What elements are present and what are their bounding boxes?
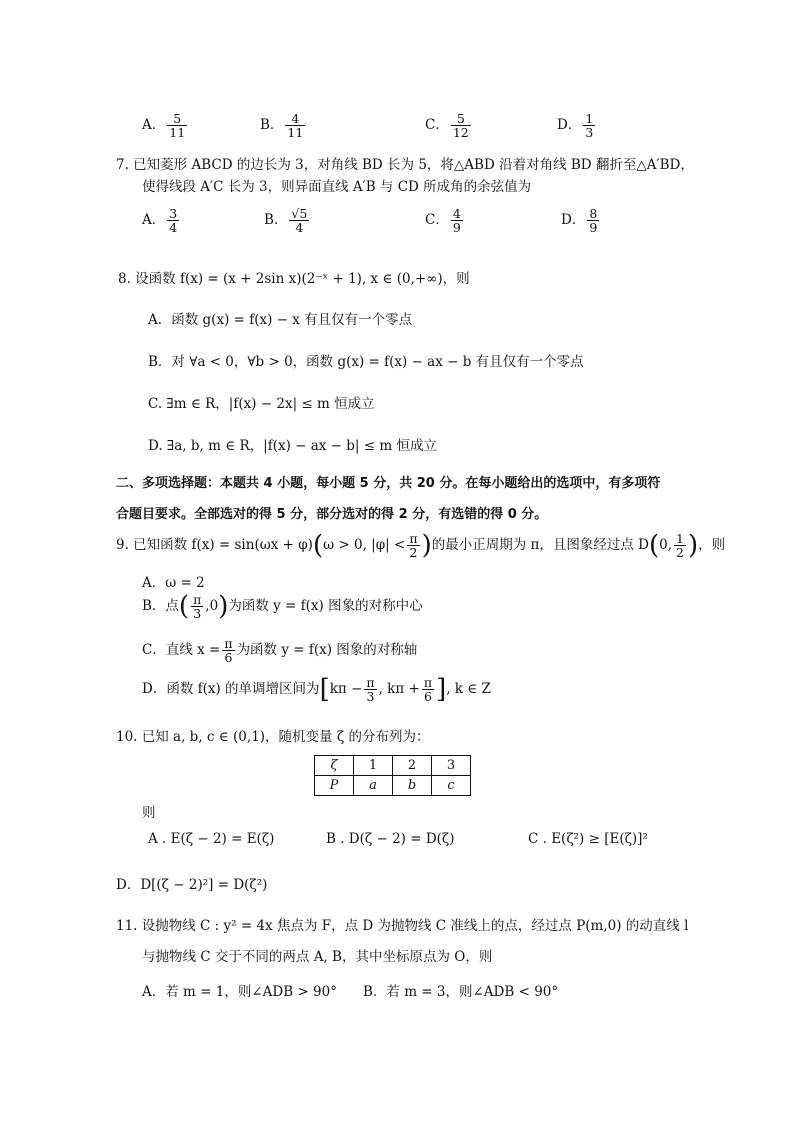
q9-option-d[interactable]: [142, 676, 491, 703]
q9-option-d-kpi2: , kπ +: [378, 681, 420, 698]
q9-option-b-close: ): [218, 591, 229, 622]
q6-option-a[interactable]: [142, 112, 189, 139]
q11-option-b[interactable]: B．若 m = 3，则∠ADB < 90°: [363, 984, 559, 1000]
q9-point-num: 1: [676, 531, 684, 546]
table-cell: ζ: [315, 756, 354, 776]
table-cell: P: [315, 776, 354, 796]
q6-a-num: 5: [167, 112, 187, 126]
q6-option-a-fraction: [167, 112, 187, 139]
table-cell: 2: [393, 756, 432, 776]
q9-option-c[interactable]: [142, 637, 417, 664]
q9-option-b-pre: B．点: [142, 598, 179, 615]
q9-option-d-fraction1: [364, 676, 376, 703]
q7-a-num: 3: [169, 206, 178, 221]
table-cell: a: [354, 776, 393, 796]
q9-point-open: (: [649, 530, 660, 561]
q10-option-c[interactable]: C . E(ζ²) ≥ [E(ζ)]²: [528, 831, 648, 847]
q7-option-b-label: B．: [264, 212, 288, 229]
q6-a-den: 11: [169, 125, 186, 141]
q8-option-d[interactable]: D. ∃a, b, m ∈ R，|f(x) − ax − b| ≤ m 恒成立: [148, 438, 437, 454]
table-row: [315, 756, 471, 776]
q9-option-c-pre: C．直线 x =: [142, 642, 221, 659]
q11-stem-line2: 与抛物线 C 交于不同的两点 A, B，其中坐标原点为 O，则: [142, 949, 493, 965]
q9-option-c-post: 为函数 y = f(x) 图象的对称轴: [236, 642, 418, 659]
q9-point-den: 2: [676, 545, 684, 561]
table-cell: b: [393, 776, 432, 796]
table-cell: c: [432, 776, 471, 796]
q7-b-den: 4: [295, 220, 304, 236]
q7-d-den: 9: [589, 220, 598, 236]
q9-option-b-post: 为函数 y = f(x) 图象的对称中心: [228, 598, 423, 615]
q9-point-close: ): [688, 530, 699, 561]
q8-option-c[interactable]: C. ∃m ∈ R，|f(x) − 2x| ≤ m 恒成立: [148, 396, 375, 412]
q11-option-a[interactable]: A．若 m = 1，则∠ADB > 90°: [142, 984, 337, 1000]
q9-b-num: π: [193, 592, 202, 607]
q9-option-d-close: ]: [436, 674, 447, 705]
q6-option-a-label: A．: [142, 117, 166, 134]
q9-d-den1: 3: [366, 689, 375, 705]
q10-distribution-table: [314, 755, 471, 796]
q9-option-c-fraction: [222, 637, 234, 664]
q6-option-d-label: D．: [557, 117, 582, 134]
q9-option-d-open: [: [319, 674, 330, 705]
q7-stem-line2: 使得线段 A′C 长为 3，则异面直线 A′B 与 CD 所成角的余弦值为: [142, 179, 532, 195]
q7-option-c-fraction: [451, 207, 463, 234]
q6-option-c-fraction: [451, 112, 471, 139]
q10-stem: 10. 已知 a, b, c ∈ (0,1)，随机变量 ζ 的分布列为：: [116, 729, 430, 745]
q7-d-num: 8: [589, 206, 598, 221]
q6-b-num: 4: [285, 112, 305, 126]
q7-option-d-fraction: [587, 207, 599, 234]
table-cell: 3: [432, 756, 471, 776]
q10-then: 则: [142, 805, 156, 821]
q7-c-den: 9: [452, 220, 461, 236]
q6-option-d-fraction: [583, 112, 595, 139]
q9-b-den: 3: [193, 606, 202, 622]
q9-stem-c: ，则: [698, 537, 726, 554]
section2-heading-line2: 合题目要求。全部选对的得 5 分，部分选对的得 2 分，有选错的得 0 分。: [116, 507, 548, 522]
q8-option-b[interactable]: B．对 ∀a < 0，∀b > 0，函数 g(x) = f(x) − ax − b 有且仅有一个零点: [148, 354, 584, 370]
table-row: [315, 776, 471, 796]
table-cell: 1: [354, 756, 393, 776]
q7-option-c[interactable]: [425, 207, 465, 234]
q6-b-den: 11: [287, 125, 304, 141]
q7-stem-line1: 7. 已知菱形 ABCD 的边长为 3，对角线 BD 长为 5，将△ABD 沿着对角线 BD 翻折至△A′BD，: [116, 157, 694, 173]
q9-stem-a: 9. 已知函数 f(x) = sin(ωx + φ): [116, 537, 313, 554]
q7-option-b[interactable]: [264, 207, 311, 234]
q8-option-a[interactable]: A．函数 g(x) = f(x) − x 有且仅有一个零点: [148, 312, 413, 328]
q10-option-d[interactable]: D．D[(ζ − 2)²] = D(ζ²): [116, 877, 268, 893]
q6-option-c[interactable]: [425, 112, 473, 139]
q9-option-d-kpi1: kπ −: [329, 681, 363, 698]
q6-d-num: 1: [585, 111, 594, 126]
q7-option-c-label: C．: [425, 212, 449, 229]
q6-d-den: 3: [585, 125, 594, 141]
q9-d-num1: π: [366, 675, 375, 690]
q7-option-a-label: A．: [142, 212, 166, 229]
q7-option-a[interactable]: [142, 207, 181, 234]
q9-stem-b: 的最小正周期为 π，且图象经过点 D: [431, 537, 649, 554]
q9-option-b-fraction: [191, 593, 203, 620]
q6-option-d[interactable]: [557, 112, 597, 139]
q9-c-den: 6: [224, 650, 233, 666]
q11-stem-line1: 11. 设抛物线 C : y² = 4x 焦点为 F，点 D 为抛物线 C 准线上的点，经过点 P(m,0) 的动直线 l: [116, 918, 689, 934]
q9-stem: [116, 532, 725, 559]
q9-option-b[interactable]: [142, 593, 423, 620]
q7-b-num: √5: [291, 206, 308, 221]
q10-option-a[interactable]: A . E(ζ − 2) = E(ζ): [148, 831, 275, 847]
q6-option-b-label: B．: [260, 117, 284, 134]
q9-option-d-fraction2: [422, 676, 434, 703]
q6-option-b[interactable]: [260, 112, 307, 139]
q7-c-num: 4: [452, 206, 461, 221]
q9-cond-fraction: [407, 532, 419, 559]
q6-c-num: 5: [451, 112, 471, 126]
q7-option-a-fraction: [167, 207, 179, 234]
q6-c-den: 12: [452, 125, 469, 141]
q7-option-d-label: D．: [561, 212, 586, 229]
q9-cond-den: 2: [409, 545, 418, 561]
q9-option-d-post: , k ∈ Z: [446, 681, 491, 698]
q7-a-den: 4: [169, 220, 178, 236]
q9-option-a[interactable]: A．ω = 2: [142, 575, 205, 591]
q10-option-b[interactable]: B . D(ζ − 2) = D(ζ): [326, 831, 455, 847]
q6-option-b-fraction: [285, 112, 305, 139]
q6-option-c-label: C．: [425, 117, 449, 134]
q9-d-num2: π: [423, 675, 433, 690]
q9-option-b-pt: ,0: [205, 598, 219, 615]
q8-stem: 8. 设函数 f(x) = (x + 2sin x)(2⁻ˣ + 1), x ∈ (0,+∞)，则: [118, 271, 470, 287]
q9-d-den2: 6: [423, 689, 432, 705]
q9-point-fraction: [674, 532, 686, 559]
q9-cond: ω > 0, |φ| <: [323, 537, 406, 554]
section2-heading-line1: 二、多项选择题：本题共 4 小题，每小题 5 分，共 20 分。在每小题给出的选项中，有多项符: [116, 476, 661, 491]
q9-paren-close: ): [421, 530, 432, 561]
q9-point-a: 0,: [659, 537, 673, 554]
q9-cond-num: π: [409, 531, 418, 546]
q9-paren-open: (: [312, 530, 324, 561]
q9-option-d-pre: D．函数 f(x) 的单调增区间为: [142, 681, 320, 698]
q9-c-num: π: [224, 636, 233, 651]
q7-option-b-fraction: [289, 207, 309, 234]
q7-option-d[interactable]: [561, 207, 601, 234]
q9-option-b-open: (: [178, 591, 190, 622]
